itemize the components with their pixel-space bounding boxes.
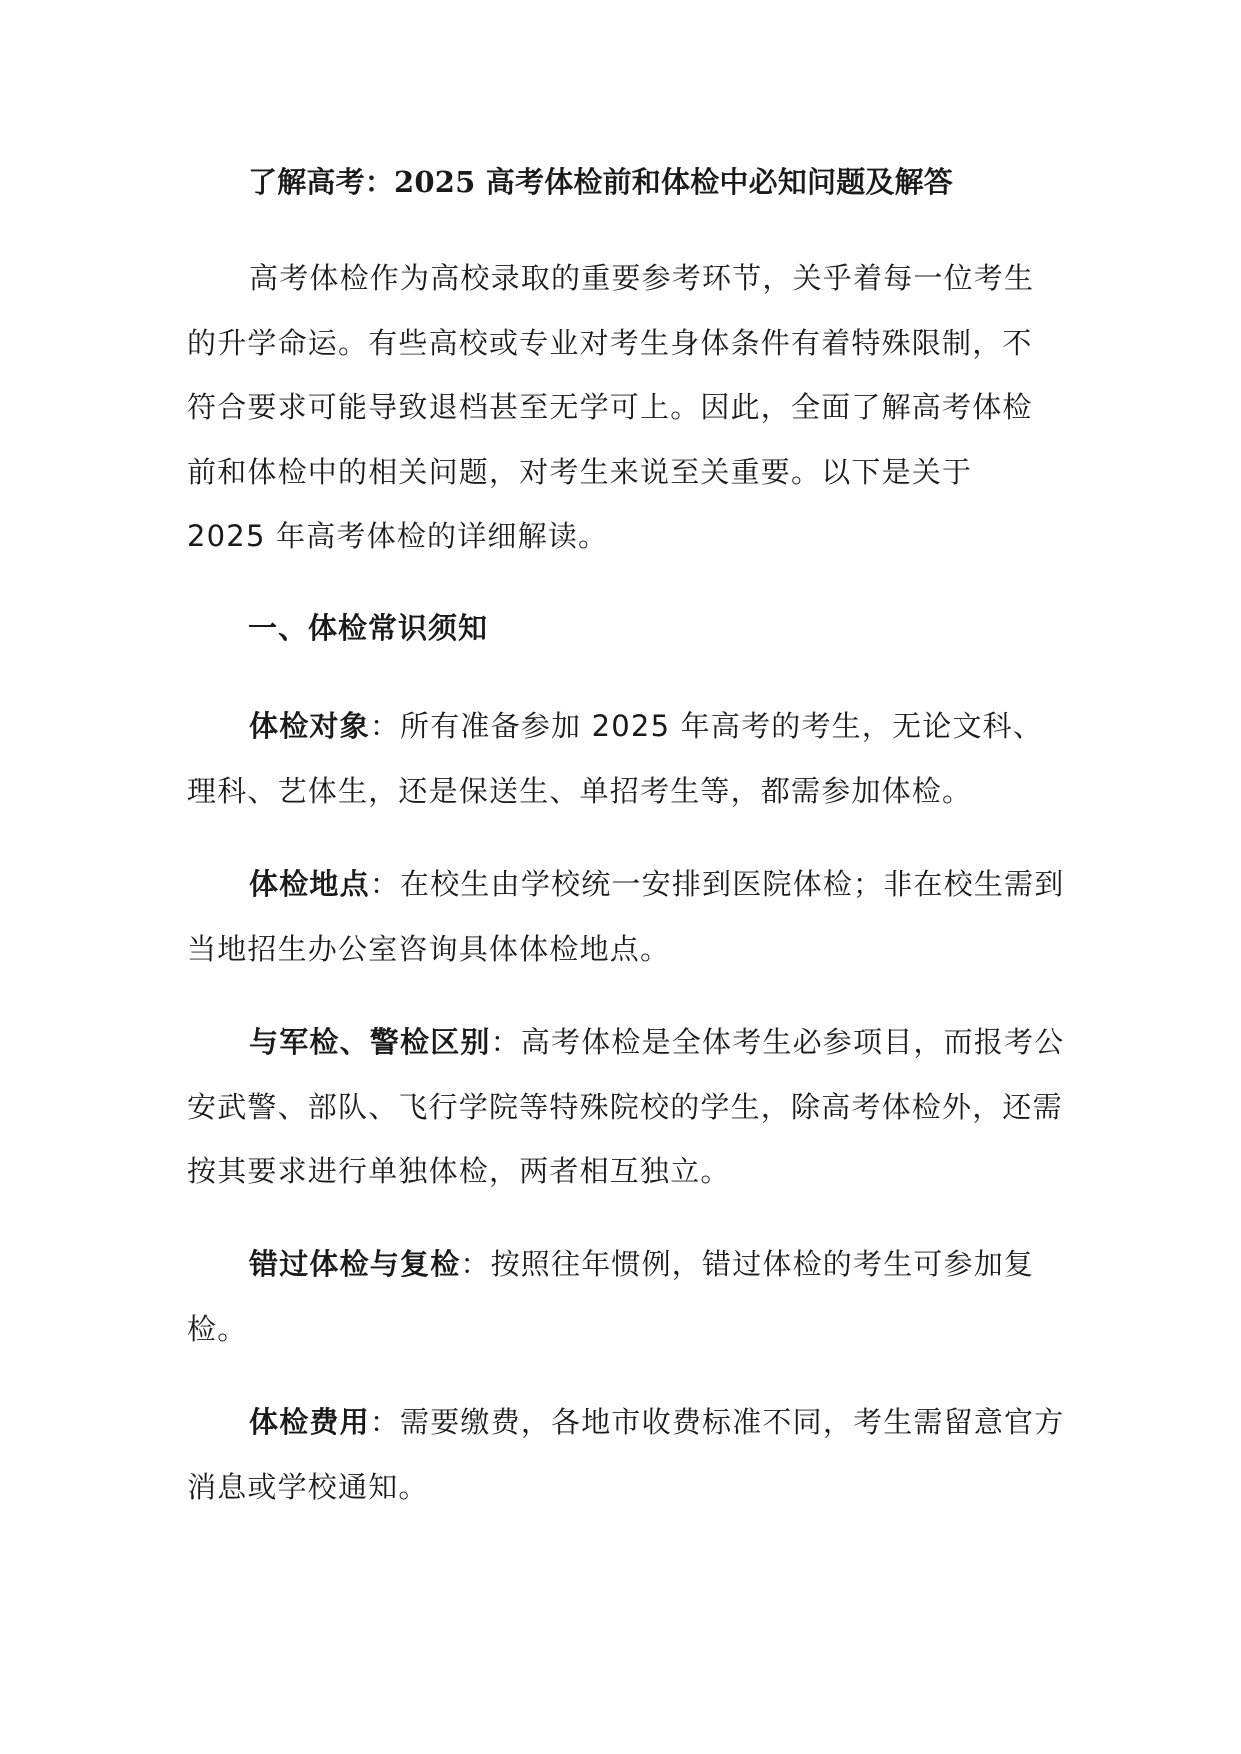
info-item-difference bbox=[187, 1010, 1067, 1204]
info-item-target bbox=[187, 694, 1067, 823]
info-item-label: 体检地点 bbox=[249, 867, 370, 901]
info-item-fee bbox=[187, 1390, 1067, 1519]
info-item-recheck bbox=[187, 1232, 1067, 1361]
info-item-text: ：高考体检是全体考生必参项目，而报考公安武警、部队、飞行学院等特殊院校的学生，除高考体检外，还需按其要求进行单独体检，两者相互独立。 bbox=[187, 1025, 1065, 1188]
info-item-text: ：在校生由学校统一安排到医院体检；非在校生需到当地招生办公室咨询具体体检地点。 bbox=[187, 867, 1065, 966]
info-item-text: ：所有准备参加 2025 年高考的考生，无论文科、理科、艺体生，还是保送生、单招考生等，都需参加体检。 bbox=[187, 709, 1044, 808]
info-item-label: 体检对象 bbox=[249, 709, 370, 743]
info-item-location bbox=[187, 852, 1067, 981]
info-item-label: 与军检、警检区别 bbox=[249, 1025, 491, 1059]
document-title: 了解高考：2025 高考体检前和体检中必知问题及解答 bbox=[248, 165, 954, 199]
intro-paragraph: 高考体检作为高校录取的重要参考环节，关乎着每一位考生的升学命运。有些高校或专业对考生身体条件有着特殊限制，不符合要求可能导致退档甚至无学可上。因此，全面了解高考体检前和体检中的相关问题，对考生来说至关重要。以下是关于 2025 年高考体检的详细解读。 bbox=[187, 261, 1035, 553]
info-item-label: 体检费用 bbox=[249, 1405, 370, 1439]
info-item-label: 错过体检与复检 bbox=[249, 1247, 461, 1281]
section-heading: 一、体检常识须知 bbox=[248, 611, 489, 645]
info-item-text: ：按照往年惯例，错过体检的考生可参加复检。 bbox=[187, 1247, 1035, 1346]
info-item-text: ：需要缴费，各地市收费标准不同，考生需留意官方消息或学校通知。 bbox=[187, 1405, 1065, 1504]
